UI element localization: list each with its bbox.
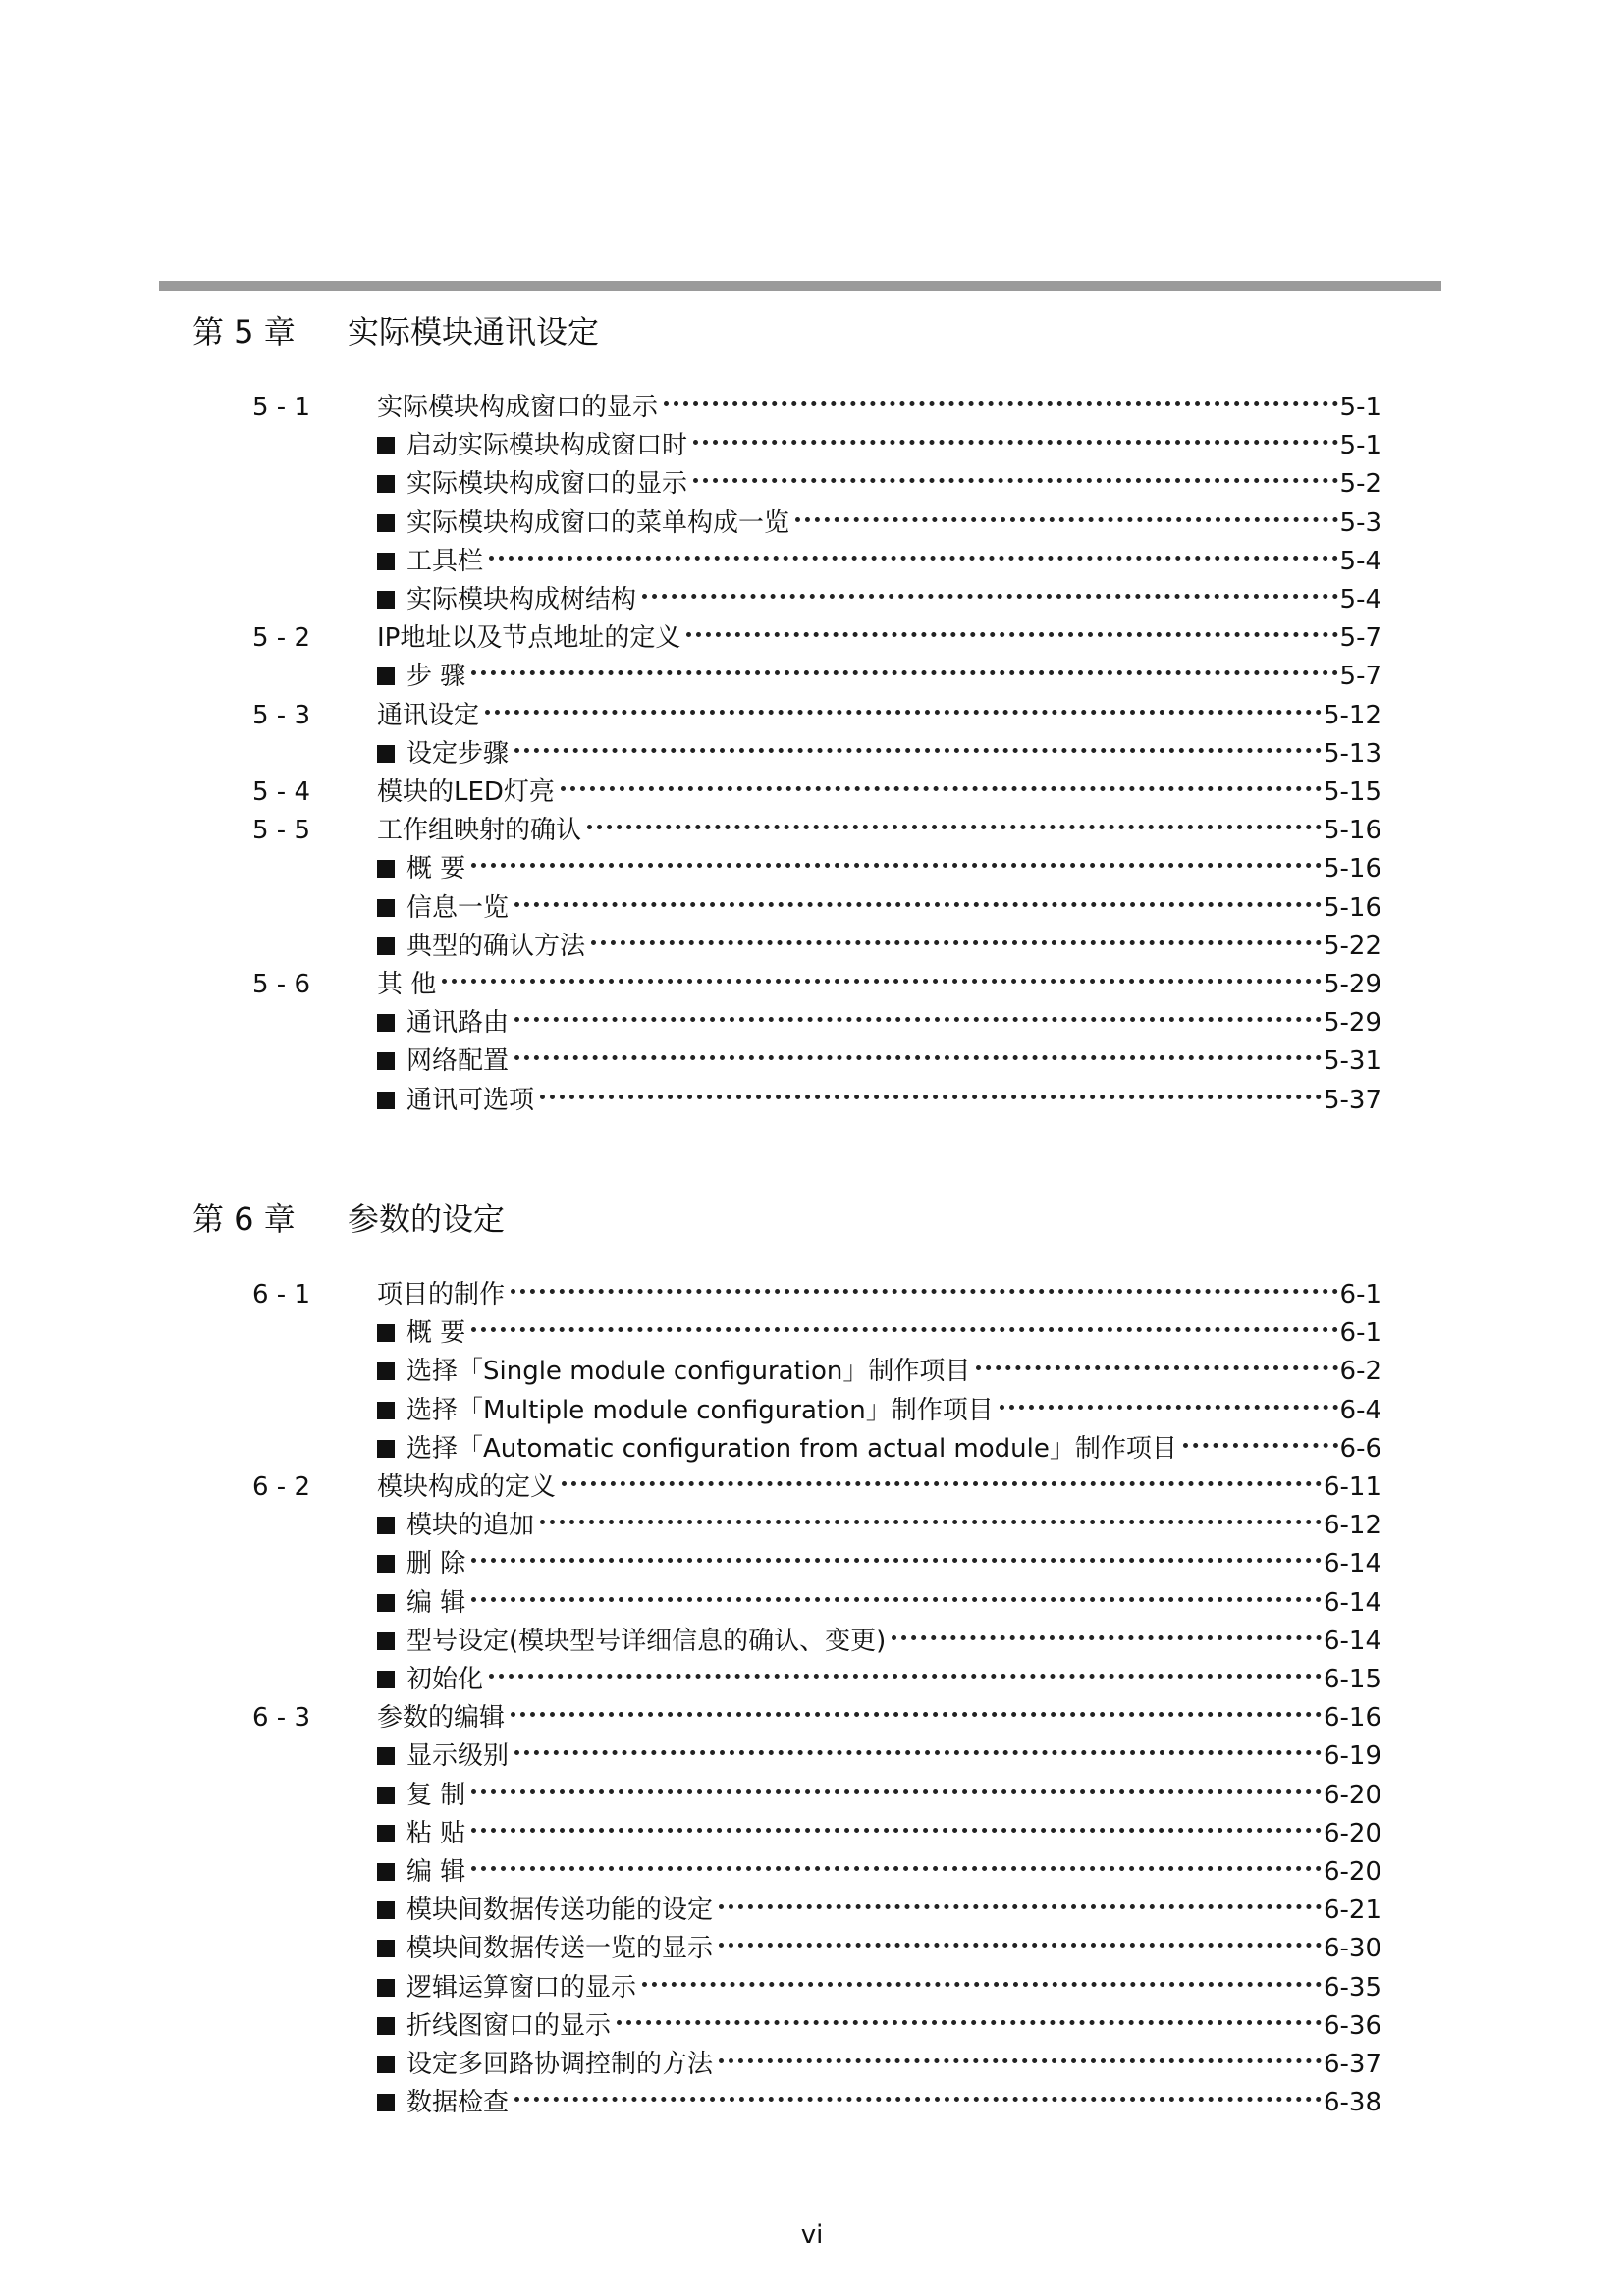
section-number: 5 - 5 xyxy=(252,816,310,846)
toc-entry-line xyxy=(377,1623,1381,1661)
square-bullet-icon xyxy=(377,475,395,493)
entry-title: 模块间数据传送一览的显示 xyxy=(406,1934,714,1964)
entry-page: 5-1 xyxy=(1339,431,1381,461)
toc-subentry[interactable] xyxy=(252,427,1381,465)
square-bullet-icon xyxy=(377,1632,395,1650)
entry-title: 显示级别 xyxy=(406,1741,510,1772)
square-bullet-icon xyxy=(377,1594,395,1612)
entry-title: 粘 贴 xyxy=(406,1818,466,1848)
entry-title: 参数的编辑 xyxy=(377,1703,506,1734)
dot-leader xyxy=(562,1481,1322,1486)
dot-leader xyxy=(795,517,1338,522)
dot-leader xyxy=(664,401,1338,406)
entry-title: 实际模块构成窗口的菜单构成一览 xyxy=(406,507,790,538)
toc-section[interactable] xyxy=(252,619,1381,658)
entry-page: 5-7 xyxy=(1339,662,1381,692)
entry-page: 5-4 xyxy=(1339,585,1381,614)
square-bullet-icon xyxy=(377,2056,395,2073)
dot-leader xyxy=(540,1095,1322,1099)
entry-title: 启动实际模块构成窗口时 xyxy=(406,431,688,461)
dot-leader xyxy=(693,478,1338,483)
square-bullet-icon xyxy=(377,1940,395,1957)
square-bullet-icon xyxy=(377,899,395,917)
entry-title: 初始化 xyxy=(406,1665,484,1694)
entry-title: IP地址以及节点地址的定义 xyxy=(377,623,681,654)
toc-subentry[interactable] xyxy=(252,1892,1381,1930)
entry-title: 设定多回路协调控制的方法 xyxy=(406,2050,714,2079)
toc-entry-line xyxy=(377,1892,1381,1930)
square-bullet-icon xyxy=(377,1825,395,1842)
chapter-title: 参数的设定 xyxy=(348,1201,506,1238)
entry-page: 6-20 xyxy=(1323,1780,1381,1810)
entry-title: 工具栏 xyxy=(406,546,484,576)
entry-title: 步 骤 xyxy=(406,662,466,692)
entry-page: 6-1 xyxy=(1339,1318,1381,1349)
toc-section[interactable] xyxy=(252,812,1381,850)
entry-page: 6-16 xyxy=(1323,1703,1381,1734)
toc-subentry[interactable] xyxy=(252,1930,1381,1968)
entry-page: 5-16 xyxy=(1323,892,1381,923)
section-number: 6 - 1 xyxy=(252,1280,310,1309)
toc-entry-line xyxy=(377,1430,1381,1468)
toc-subentry[interactable] xyxy=(252,735,1381,774)
entry-title: 工作组映射的确认 xyxy=(377,816,582,846)
entry-page: 5-22 xyxy=(1323,931,1381,961)
dot-leader xyxy=(442,979,1322,984)
toc-subentry[interactable] xyxy=(252,1392,1381,1430)
entry-page: 5-37 xyxy=(1323,1085,1381,1115)
toc-subentry[interactable] xyxy=(252,1545,1381,1583)
toc-subentry[interactable] xyxy=(252,1815,1381,1853)
toc-subentry[interactable] xyxy=(252,1584,1381,1623)
entry-page: 5-1 xyxy=(1339,393,1381,422)
square-bullet-icon xyxy=(377,1362,395,1380)
entry-title: 实际模块构成树结构 xyxy=(406,585,637,614)
square-bullet-icon xyxy=(377,1555,395,1573)
section-number: 5 - 6 xyxy=(252,970,310,999)
toc-entry-line xyxy=(377,1661,1381,1699)
toc-entry-line xyxy=(377,658,1381,696)
toc-entry-line xyxy=(377,697,1381,735)
toc-entry-line xyxy=(377,2046,1381,2084)
entry-title: 通讯路由 xyxy=(406,1008,510,1039)
entry-title: 信息一览 xyxy=(406,892,510,923)
entry-page: 6-20 xyxy=(1323,1857,1381,1887)
toc-entry-line xyxy=(377,543,1381,581)
toc-subentry[interactable] xyxy=(252,658,1381,696)
entry-title: 概 要 xyxy=(406,854,466,884)
entry-page: 5-16 xyxy=(1323,854,1381,884)
toc-subentry[interactable] xyxy=(252,2046,1381,2084)
square-bullet-icon xyxy=(377,1324,395,1342)
dot-leader xyxy=(1183,1443,1338,1448)
dot-leader xyxy=(561,786,1322,791)
dot-leader xyxy=(514,902,1322,907)
entry-page: 6-36 xyxy=(1323,2010,1381,2041)
toc-entry-line xyxy=(377,966,1381,1004)
square-bullet-icon xyxy=(377,1747,395,1765)
dot-leader xyxy=(642,594,1338,599)
entry-page: 5-15 xyxy=(1323,777,1381,807)
square-bullet-icon xyxy=(377,1863,395,1881)
dot-leader xyxy=(514,1017,1322,1022)
toc-subentry[interactable] xyxy=(252,1507,1381,1545)
toc-entry-line xyxy=(377,1042,1381,1081)
toc-entry-line xyxy=(377,1507,1381,1545)
dot-leader xyxy=(471,1828,1322,1833)
toc-entry-line xyxy=(377,1082,1381,1120)
toc-subentry[interactable] xyxy=(252,1853,1381,1892)
square-bullet-icon xyxy=(377,1979,395,1997)
section-number: 5 - 1 xyxy=(252,393,310,422)
toc-entry-line xyxy=(377,581,1381,619)
entry-page: 6-19 xyxy=(1323,1741,1381,1772)
entry-title: 型号设定(模块型号详细信息的确认、变更) xyxy=(406,1626,887,1656)
toc-entry-line xyxy=(377,1815,1381,1853)
entry-page: 5-13 xyxy=(1323,738,1381,769)
square-bullet-icon xyxy=(377,745,395,763)
toc-subentry[interactable] xyxy=(252,889,1381,928)
entry-title: 选择「Automatic configuration from actual module」制作项目 xyxy=(406,1433,1177,1464)
square-bullet-icon xyxy=(377,1671,395,1688)
dot-leader xyxy=(471,1597,1322,1602)
dot-leader xyxy=(511,1289,1338,1294)
toc-entry-line xyxy=(377,1969,1381,2007)
toc-subentry[interactable] xyxy=(252,2084,1381,2122)
square-bullet-icon xyxy=(377,2017,395,2035)
toc-entry-line xyxy=(377,1392,1381,1430)
entry-page: 6-15 xyxy=(1323,1665,1381,1694)
entry-page: 5-29 xyxy=(1323,1008,1381,1039)
toc-entry-line xyxy=(377,465,1381,504)
toc-subentry[interactable] xyxy=(252,543,1381,581)
entry-title: 数据检查 xyxy=(406,2088,510,2118)
entry-page: 6-20 xyxy=(1323,1818,1381,1848)
square-bullet-icon xyxy=(377,514,395,532)
entry-page: 6-4 xyxy=(1339,1395,1381,1425)
dot-leader xyxy=(719,1904,1322,1909)
entry-page: 5-3 xyxy=(1339,507,1381,538)
chapter-heading xyxy=(192,1200,505,1239)
square-bullet-icon xyxy=(377,860,395,878)
toc-entry-line xyxy=(377,2084,1381,2122)
square-bullet-icon xyxy=(377,1440,395,1458)
dot-leader xyxy=(514,1750,1322,1755)
entry-title: 项目的制作 xyxy=(377,1280,506,1309)
dot-leader xyxy=(719,2058,1322,2063)
toc-subentry[interactable] xyxy=(252,1004,1381,1042)
toc-section[interactable] xyxy=(252,697,1381,735)
square-bullet-icon xyxy=(377,1787,395,1804)
dot-leader xyxy=(471,670,1337,675)
toc-subentry[interactable] xyxy=(252,1737,1381,1776)
square-bullet-icon xyxy=(377,2094,395,2111)
toc-entry-line xyxy=(377,1584,1381,1623)
dot-leader xyxy=(514,1055,1322,1060)
toc-entry-line xyxy=(377,889,1381,928)
dot-leader xyxy=(514,2097,1322,2102)
dot-leader xyxy=(471,1327,1337,1332)
toc-subentry[interactable] xyxy=(252,465,1381,504)
entry-page: 6-11 xyxy=(1323,1472,1381,1502)
entry-page: 5-31 xyxy=(1323,1046,1381,1077)
toc-entry-line xyxy=(377,1737,1381,1776)
dot-leader xyxy=(489,1674,1322,1679)
toc-entry-line xyxy=(377,774,1381,812)
entry-title: 编 辑 xyxy=(406,1857,466,1887)
square-bullet-icon xyxy=(377,937,395,955)
entry-title: 逻辑运算窗口的显示 xyxy=(406,1972,637,2002)
entry-page: 5-12 xyxy=(1323,700,1381,730)
toc-entry-line xyxy=(377,1468,1381,1507)
entry-page: 6-14 xyxy=(1323,1549,1381,1579)
chapter-label: 第 5 章 xyxy=(192,313,296,350)
dot-leader xyxy=(471,863,1322,868)
dot-leader xyxy=(471,1789,1322,1794)
dot-leader xyxy=(591,940,1322,945)
chapter-title: 实际模块通讯设定 xyxy=(348,313,600,350)
toc-entry-line xyxy=(377,1004,1381,1042)
toc-subentry[interactable] xyxy=(252,2007,1381,2046)
toc-section[interactable] xyxy=(252,1276,1381,1314)
toc-subentry[interactable] xyxy=(252,1623,1381,1661)
section-number: 6 - 3 xyxy=(252,1703,310,1734)
chapter-label: 第 6 章 xyxy=(192,1201,296,1238)
entry-title: 模块的追加 xyxy=(406,1511,535,1541)
dot-leader xyxy=(511,1712,1322,1717)
toc-subentry[interactable] xyxy=(252,1353,1381,1391)
toc-entry-line xyxy=(377,735,1381,774)
toc-entry-line xyxy=(377,1353,1381,1391)
square-bullet-icon xyxy=(377,1517,395,1534)
entry-page: 6-38 xyxy=(1323,2088,1381,2118)
entry-page: 5-16 xyxy=(1323,816,1381,846)
toc-entry-line xyxy=(377,389,1381,427)
entry-title: 概 要 xyxy=(406,1318,466,1349)
toc-subentry[interactable] xyxy=(252,505,1381,543)
square-bullet-icon xyxy=(377,667,395,685)
chapter-heading xyxy=(192,312,599,351)
toc-subentry[interactable] xyxy=(252,1042,1381,1081)
square-bullet-icon xyxy=(377,437,395,454)
entry-page: 5-2 xyxy=(1339,469,1381,500)
dot-leader xyxy=(1000,1405,1338,1410)
toc-section[interactable] xyxy=(252,966,1381,1004)
entry-title: 其 他 xyxy=(377,970,437,999)
toc-entry-line xyxy=(377,2007,1381,2046)
entry-page: 6-30 xyxy=(1323,1934,1381,1964)
entry-title: 模块的LED灯亮 xyxy=(377,777,555,807)
toc-subentry[interactable] xyxy=(252,1430,1381,1468)
dot-leader xyxy=(686,632,1337,637)
entry-page: 5-4 xyxy=(1339,546,1381,576)
dot-leader xyxy=(642,1982,1322,1987)
toc-entry-line xyxy=(377,1853,1381,1892)
toc-entry-line xyxy=(377,1777,1381,1815)
toc-entry-line xyxy=(377,1930,1381,1968)
square-bullet-icon xyxy=(377,553,395,570)
toc-subentry[interactable] xyxy=(252,928,1381,966)
entry-page: 6-35 xyxy=(1323,1972,1381,2002)
square-bullet-icon xyxy=(377,1014,395,1032)
entry-page: 6-2 xyxy=(1339,1357,1381,1387)
dot-leader xyxy=(587,825,1322,829)
entry-page: 6-37 xyxy=(1323,2050,1381,2079)
dot-leader xyxy=(471,1866,1322,1871)
square-bullet-icon xyxy=(377,1092,395,1109)
dot-leader xyxy=(485,710,1322,715)
entry-title: 实际模块构成窗口的显示 xyxy=(377,393,659,422)
toc-section[interactable] xyxy=(252,1699,1381,1737)
square-bullet-icon xyxy=(377,1052,395,1070)
entry-page: 6-21 xyxy=(1323,1896,1381,1926)
dot-leader xyxy=(540,1520,1322,1524)
toc-entry-line xyxy=(377,1314,1381,1353)
entry-title: 通讯可选项 xyxy=(406,1085,535,1115)
toc-section[interactable] xyxy=(252,389,1381,427)
entry-title: 通讯设定 xyxy=(377,700,480,730)
section-number: 6 - 2 xyxy=(252,1472,310,1502)
toc-section[interactable] xyxy=(252,774,1381,812)
toc-entry-line xyxy=(377,1545,1381,1583)
section-number: 5 - 3 xyxy=(252,700,310,730)
toc-section[interactable] xyxy=(252,1468,1381,1507)
toc-entry-line xyxy=(377,812,1381,850)
entry-page: 6-1 xyxy=(1339,1280,1381,1309)
entry-title: 模块间数据传送功能的设定 xyxy=(406,1896,714,1926)
toc-subentry[interactable] xyxy=(252,850,1381,888)
dot-leader xyxy=(693,440,1338,445)
dot-leader xyxy=(617,2020,1322,2025)
entry-title: 典型的确认方法 xyxy=(406,931,586,961)
square-bullet-icon xyxy=(377,1901,395,1919)
section-number: 5 - 4 xyxy=(252,777,310,807)
square-bullet-icon xyxy=(377,591,395,609)
entry-title: 实际模块构成窗口的显示 xyxy=(406,469,688,500)
entry-title: 折线图窗口的显示 xyxy=(406,2010,612,2041)
toc-entry-line xyxy=(377,850,1381,888)
dot-leader xyxy=(719,1943,1322,1948)
dot-leader xyxy=(892,1635,1322,1640)
entry-page: 6-12 xyxy=(1323,1511,1381,1541)
dot-leader xyxy=(976,1365,1337,1370)
top-rule xyxy=(159,281,1441,291)
entry-page: 6-14 xyxy=(1323,1587,1381,1618)
entry-page: 6-14 xyxy=(1323,1626,1381,1656)
entry-page: 5-7 xyxy=(1339,623,1381,654)
toc-subentry[interactable] xyxy=(252,1777,1381,1815)
toc-entry-line xyxy=(377,1276,1381,1314)
dot-leader xyxy=(471,1558,1322,1563)
dot-leader xyxy=(489,556,1338,561)
toc-subentry[interactable] xyxy=(252,1969,1381,2007)
toc-entry-line xyxy=(377,619,1381,658)
toc-subentry[interactable] xyxy=(252,1314,1381,1353)
entry-title: 网络配置 xyxy=(406,1046,510,1077)
toc-entry-line xyxy=(377,928,1381,966)
page-number: vi xyxy=(800,2220,824,2250)
toc-subentry[interactable] xyxy=(252,581,1381,619)
entry-page: 5-29 xyxy=(1323,970,1381,999)
entry-title: 编 辑 xyxy=(406,1587,466,1618)
entry-title: 选择「Multiple module configuration」制作项目 xyxy=(406,1395,994,1425)
square-bullet-icon xyxy=(377,1402,395,1419)
dot-leader xyxy=(514,748,1322,753)
entry-title: 选择「Single module configuration」制作项目 xyxy=(406,1357,971,1387)
toc-subentry[interactable] xyxy=(252,1082,1381,1120)
entry-title: 复 制 xyxy=(406,1780,466,1810)
toc-entry-line xyxy=(377,427,1381,465)
toc-entry-line xyxy=(377,505,1381,543)
entry-title: 删 除 xyxy=(406,1549,466,1579)
entry-title: 模块构成的定义 xyxy=(377,1472,557,1502)
toc-entry-line xyxy=(377,1699,1381,1737)
entry-title: 设定步骤 xyxy=(406,738,510,769)
entry-page: 6-6 xyxy=(1339,1433,1381,1464)
toc-subentry[interactable] xyxy=(252,1661,1381,1699)
section-number: 5 - 2 xyxy=(252,623,310,654)
